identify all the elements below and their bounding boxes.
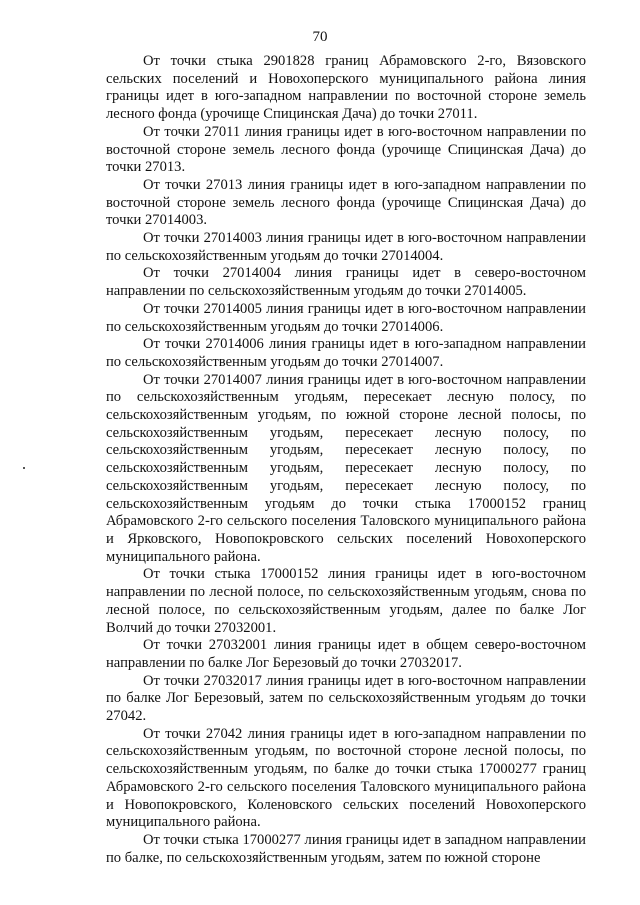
- paragraph-9: От точки стыка 17000152 линия границы идет в юго-восточном направлении по лесной полосе, по сельскохозяйственным угодьям, снова по лесной полосе, по сельскохозяйственным угодьям, далее по балке Лог Волчий до точки 27032001.: [106, 566, 586, 636]
- page-number: 70: [312, 29, 328, 45]
- paragraph-1: От точки стыка 2901828 границ Абрамовского 2-го, Вязовского сельских поселений и Новохоперского муниципального района линия границы идет в юго-западном направлении по восточной стороне земель лесного фонда (урочище Спицинская Дача) до точки 27011.: [106, 53, 586, 123]
- paragraph-12: От точки 27042 линия границы идет в юго-западном направлении по сельскохозяйственным угодьям, по восточной стороне лесной полосы, по сельскохозяйственным угодьям, по балке до точки стыка 17000277 границ Абрамовского 2-го сельского поселения Таловского муниципального района и Новопокровского, Коленовского сельских поселений Новохоперского муниципального района.: [106, 725, 586, 831]
- paragraph-5: От точки 27014004 линия границы идет в северо-восточном направлении по сельскохозяйственным угодьям до точки 27014005.: [106, 265, 586, 300]
- scan-speck: [23, 467, 25, 469]
- paragraph-2: От точки 27011 линия границы идет в юго-восточном направлении по восточной стороне земель лесного фонда (урочище Спицинская Дача) до точки 27013.: [106, 123, 586, 176]
- paragraph-8: От точки 27014007 линия границы идет в юго-восточном направлении по сельскохозяйственным угодьям, пересекает лесную полосу, по сельскохозяйственным угодьям, по южной стороне лесной полосы, по сельскохозяйственным угодьям, пересекает лесную полосу, по сельскохозяйственным угодьям, пересекает лесную полосу, по сельскохозяйственным угодьям, пересекает лесную полосу, по сельскохозяйственным угодьям, пересекает лесную полосу, по сельскохозяйственным угодьям до точки стыка 17000152 границ Абрамовского 2-го сельского поселения Таловского муниципального района и Ярковского, Новопокровского сельских поселений Новохоперского муниципального района.: [106, 371, 586, 565]
- paragraph-6: От точки 27014005 линия границы идет в юго-восточном направлении по сельскохозяйственным угодьям до точки 27014006.: [106, 300, 586, 335]
- paragraph-11: От точки 27032017 линия границы идет в юго-восточном направлении по балке Лог Березовый, затем по сельскохозяйственным угодьям до точки 27042.: [106, 672, 586, 725]
- paragraph-3: От точки 27013 линия границы идет в юго-западном направлении по восточной стороне земель лесного фонда (урочище Спицинская Дача) до точки 27014003.: [106, 176, 586, 229]
- paragraph-7: От точки 27014006 линия границы идет в юго-западном направлении по сельскохозяйственным угодьям до точки 27014007.: [106, 336, 586, 370]
- paragraph-13: От точки стыка 17000277 линия границы идет в западном направлении по балке, по сельскохозяйственным угодьям, затем по южной стороне: [106, 831, 586, 866]
- document-body: [106, 53, 586, 867]
- paragraph-10: От точки 27032001 линия границы идет в общем северо-восточном направлении по балке Лог Березовый до точки 27032017.: [106, 637, 586, 671]
- paragraph-4: От точки 27014003 линия границы идет в юго-восточном направлении по сельскохозяйственным угодьям до точки 27014004.: [106, 230, 586, 264]
